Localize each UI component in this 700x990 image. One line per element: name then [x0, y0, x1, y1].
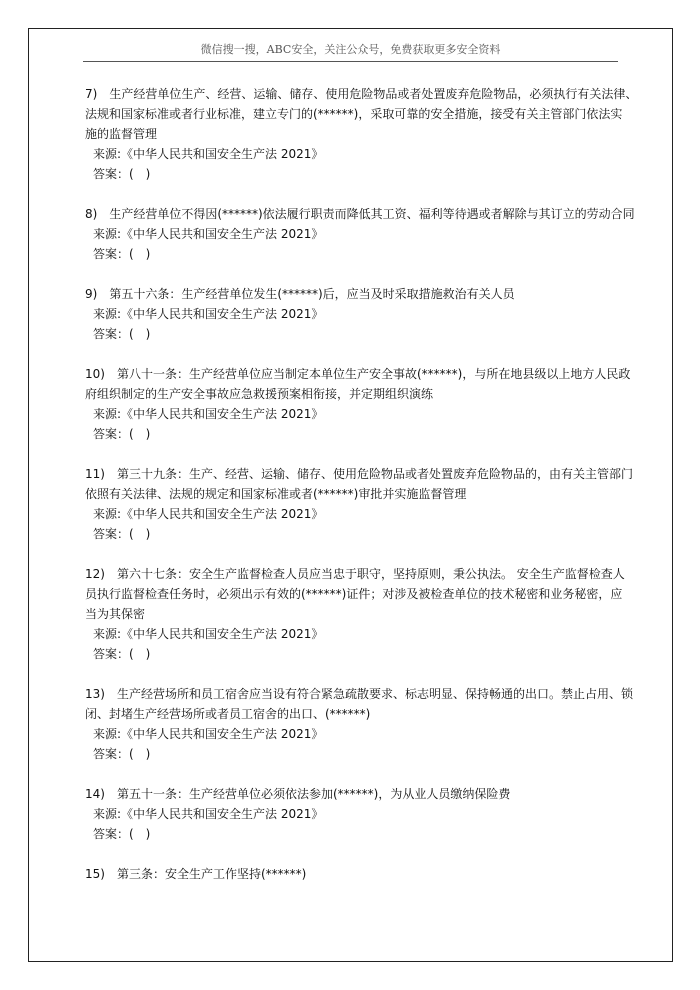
question-item [85, 564, 665, 664]
question-text-line: 12) 第六十七条：安全生产监督检查人员应当忠于职守，坚持原则，秉公执法。 安全生产监督检查人 [85, 567, 625, 581]
question-text-line: 依照有关法律、法规的规定和国家标准或者(******)审批并实施监督管理 [85, 487, 467, 501]
answer-blank[interactable]: 答案：( ) [93, 527, 151, 541]
answer-blank[interactable]: 答案：( ) [93, 827, 151, 841]
answer-blank[interactable]: 答案：( ) [93, 247, 151, 261]
question-source: 来源:《中华人民共和国安全生产法 2021》 [93, 807, 324, 821]
question-item [85, 364, 665, 444]
question-text-line: 7) 生产经营单位生产、经营、运输、储存、使用危险物品或者处置废弃危险物品，必须执行有关法律、 [85, 87, 638, 101]
question-item [85, 684, 665, 764]
question-text-line: 闭、封堵生产经营场所或者员工宿舍的出口、(******) [85, 707, 371, 721]
question-text-line: 施的监督管理 [85, 127, 158, 141]
header-rule [83, 61, 618, 62]
question-text-line: 10) 第八十一条：生产经营单位应当制定本单位生产安全事故(******)，与所在地县级以上地方人民政 [85, 367, 631, 381]
question-source: 来源:《中华人民共和国安全生产法 2021》 [93, 727, 324, 741]
answer-blank[interactable]: 答案：( ) [93, 747, 151, 761]
question-item [85, 864, 665, 884]
question-source: 来源:《中华人民共和国安全生产法 2021》 [93, 507, 324, 521]
question-text-line: 11) 第三十九条：生产、经营、运输、储存、使用危险物品或者处置废弃危险物品的，由有关主管部门 [85, 467, 633, 481]
question-text-line: 府组织制定的生产安全事故应急救援预案相衔接，并定期组织演练 [85, 387, 434, 401]
answer-blank[interactable]: 答案：( ) [93, 647, 151, 661]
question-text-line: 8) 生产经营单位不得因(******)依法履行职责而降低其工资、福利等待遇或者解除与其订立的劳动合同 [85, 207, 635, 221]
answer-blank[interactable]: 答案：( ) [93, 327, 151, 341]
question-text-line: 13) 生产经营场所和员工宿舍应当设有符合紧急疏散要求、标志明显、保持畅通的出口。禁止占用、锁 [85, 687, 633, 701]
question-item [85, 784, 665, 844]
question-list [85, 84, 665, 904]
question-item [85, 84, 665, 184]
question-text-line: 15) 第三条：安全生产工作坚持(******) [85, 867, 307, 881]
question-item [85, 204, 665, 264]
document-page [28, 28, 673, 962]
question-source: 来源:《中华人民共和国安全生产法 2021》 [93, 407, 324, 421]
question-source: 来源:《中华人民共和国安全生产法 2021》 [93, 227, 324, 241]
question-text-line: 14) 第五十一条：生产经营单位必须依法参加(******)，为从业人员缴纳保险费 [85, 787, 511, 801]
question-text-line: 当为其保密 [85, 607, 146, 621]
question-source: 来源:《中华人民共和国安全生产法 2021》 [93, 307, 324, 321]
question-text-line: 法规和国家标准或者行业标准，建立专门的(******)，采取可靠的安全措施，接受有关主管部门依法实 [85, 107, 623, 121]
answer-blank[interactable]: 答案：( ) [93, 167, 151, 181]
question-text-line: 员执行监督检查任务时，必须出示有效的(******)证件；对涉及被检查单位的技术秘密和业务秘密，应 [85, 587, 623, 601]
question-item [85, 284, 665, 344]
question-text-line: 9) 第五十六条：生产经营单位发生(******)后，应当及时采取措施救治有关人员 [85, 287, 515, 301]
question-item [85, 464, 665, 544]
answer-blank[interactable]: 答案：( ) [93, 427, 151, 441]
question-source: 来源:《中华人民共和国安全生产法 2021》 [93, 147, 324, 161]
page-header: 微信搜一搜，ABC安全，关注公众号，免费获取更多安全资料 [200, 43, 501, 56]
question-source: 来源:《中华人民共和国安全生产法 2021》 [93, 627, 324, 641]
